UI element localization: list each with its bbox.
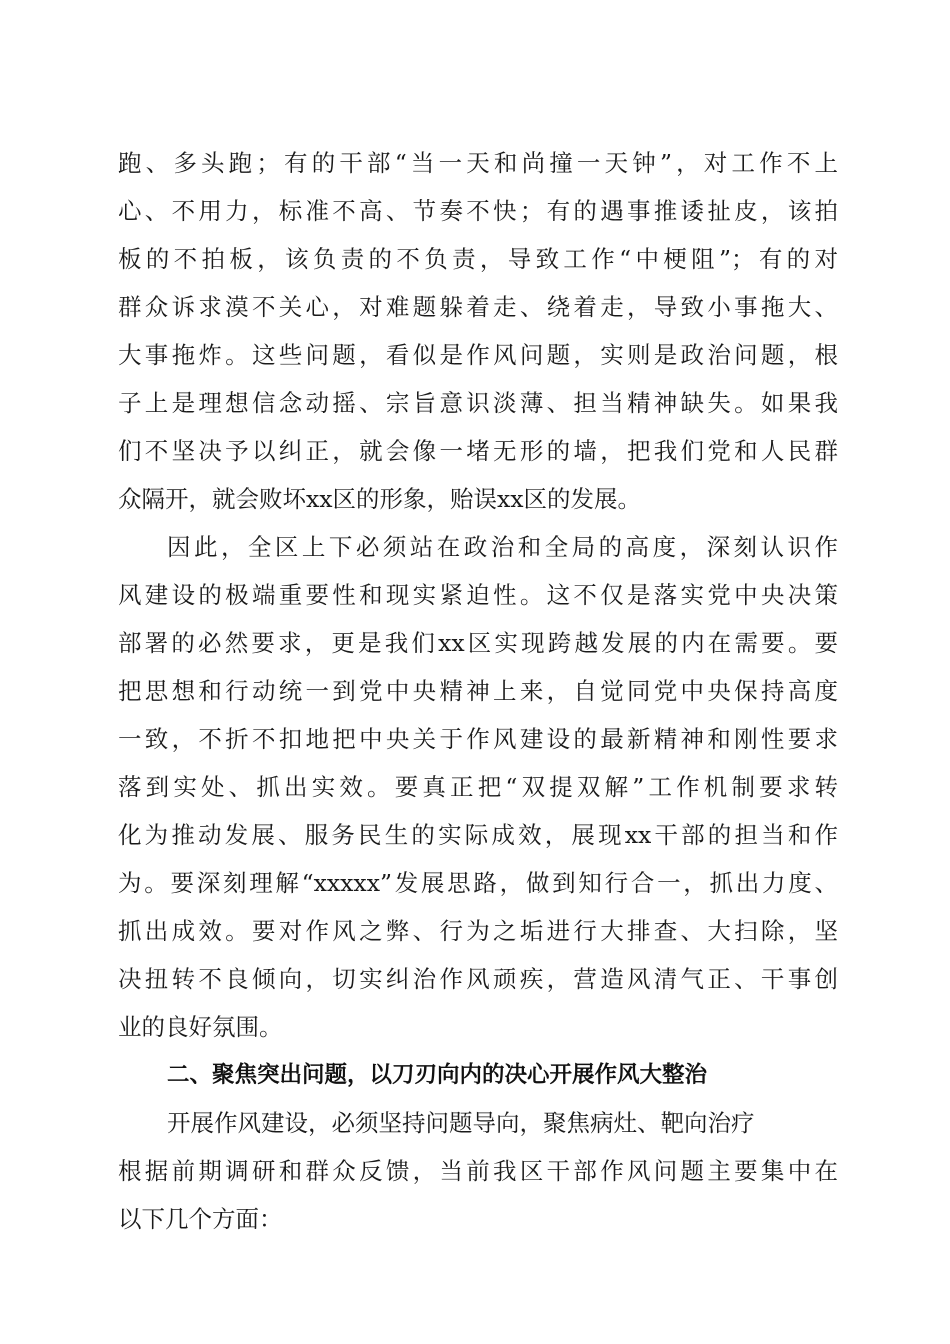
paragraph-2-line-10: 决扭转不良倾向，切实纠治作风顽疾，营造风清气正、干事创 bbox=[118, 965, 838, 993]
paragraph-3-line-3: 以下几个方面： bbox=[118, 1205, 283, 1233]
section-heading: 二、聚焦突出问题，以刀刃向内的决心开展作风大整治 bbox=[167, 1062, 708, 1088]
paragraph-1-line-6: 子上是理想信念动摇、宗旨意识淡薄、担当精神缺失。如果我 bbox=[118, 389, 838, 417]
paragraph-2-line-1: 因此，全区上下必须站在政治和全局的高度，深刻认识作 bbox=[167, 533, 838, 561]
paragraph-1-line-3: 板的不拍板，该负责的不负责，导致工作“中梗阻”；有的对 bbox=[118, 245, 838, 273]
paragraph-1-line-5: 大事拖炸。这些问题，看似是作风问题，实则是政治问题，根 bbox=[118, 341, 838, 369]
paragraph-3-line-1: 开展作风建设，必须坚持问题导向，聚焦病灶、靶向治疗 bbox=[167, 1109, 755, 1137]
paragraph-2-line-3: 部署的必然要求，更是我们xx区实现跨越发展的内在需要。要 bbox=[118, 629, 838, 657]
paragraph-2-line-5: 一致，不折不扣地把中央关于作风建设的最新精神和刚性要求 bbox=[118, 725, 838, 753]
paragraph-2-line-2: 风建设的极端重要性和现实紧迫性。这不仅是落实党中央决策 bbox=[118, 581, 838, 609]
paragraph-2-line-9: 抓出成效。要对作风之弊、行为之垢进行大排查、大扫除，坚 bbox=[118, 917, 838, 945]
paragraph-2-line-8: 为。要深刻理解“xxxxx”发展思路，做到知行合一，抓出力度、 bbox=[118, 869, 838, 897]
paragraph-2-line-6: 落到实处、抓出实效。要真正把“双提双解”工作机制要求转 bbox=[118, 773, 838, 801]
paragraph-1-line-7: 们不坚决予以纠正，就会像一堵无形的墙，把我们党和人民群 bbox=[118, 437, 838, 465]
paragraph-3-line-2: 根据前期调研和群众反馈，当前我区干部作风问题主要集中在 bbox=[118, 1157, 838, 1185]
paragraph-2-line-4: 把思想和行动统一到党中央精神上来，自觉同党中央保持高度 bbox=[118, 677, 838, 705]
paragraph-2-line-11: 业的良好氛围。 bbox=[118, 1013, 283, 1041]
paragraph-1-line-8: 众隔开，就会败坏xx区的形象，贻误xx区的发展。 bbox=[118, 485, 642, 513]
paragraph-1-line-4: 群众诉求漠不关心，对难题躲着走、绕着走，导致小事拖大、 bbox=[118, 293, 838, 321]
paragraph-1-line-2: 心、不用力，标准不高、节奏不快；有的遇事推诿扯皮，该拍 bbox=[118, 197, 838, 225]
paragraph-2-line-7: 化为推动发展、服务民生的实际成效，展现xx干部的担当和作 bbox=[118, 821, 838, 849]
paragraph-1-line-1: 跑、多头跑；有的干部“当一天和尚撞一天钟”，对工作不上 bbox=[118, 149, 838, 177]
